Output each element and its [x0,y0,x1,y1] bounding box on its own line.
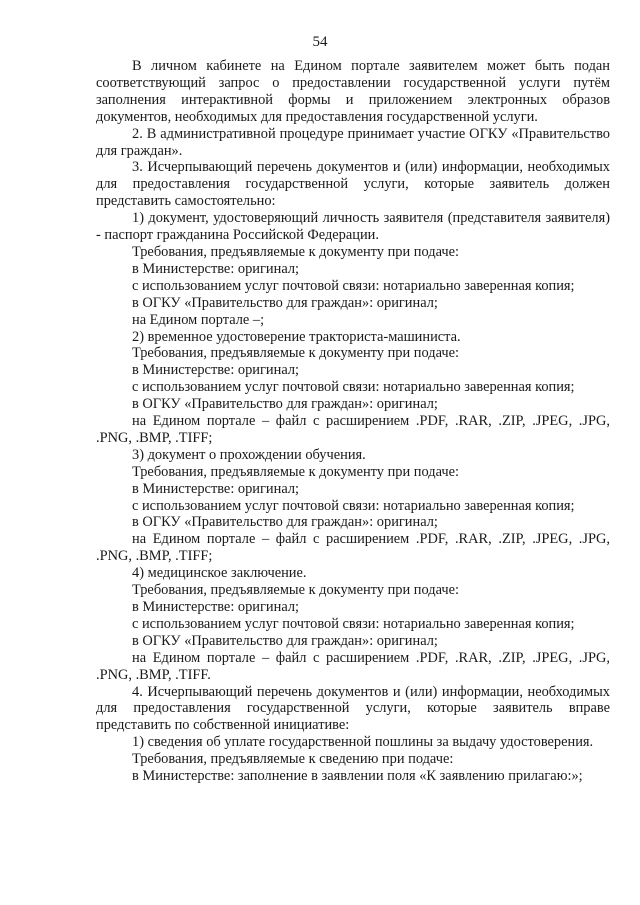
paragraph: Требования, предъявляемые к документу при подаче: [132,243,459,260]
paragraph: в ОГКУ «Правительство для граждан»: оригинал; [132,396,438,413]
paragraph: в Министерстве: оригинал; [132,260,300,277]
paragraph: с использованием услуг почтовой связи: нотариально заверенная копия; [132,615,575,632]
paragraph: 4) медицинское заключение. [132,565,307,582]
paragraph: на Едином портале – файл с расширением .PDF, .RAR, .ZIP, .JPEG, .JPG, .PNG, .BMP, .TIFF; [96,413,610,446]
paragraph: в Министерстве: оригинал; [132,599,300,615]
paragraph: в Министерстве: оригинал; [132,362,300,379]
paragraph: 4. Исчерпывающий перечень документов и (или) информации, необходимых для предоставления государственной услуги, которые заявитель вправе представить по собственной инициативе: [96,683,610,734]
paragraph: 1) сведения об уплате государственной пошлины за выдачу удостоверения. [132,734,594,751]
paragraph: на Едином портале – файл с расширением .PDF, .RAR, .ZIP, .JPEG, .JPG, .PNG, .BMP, .TIFF; [96,531,610,565]
paragraph: Требования, предъявляемые к документу при подаче: [132,345,459,362]
paragraph: 3) документ о прохождении обучения. [132,446,366,463]
paragraph: В личном кабинете на Едином портале заявителем может быть подан соответствующий запрос о предоставлении государственной услуги путём заполнения интерактивной формы и приложением электронных образов документов, необходимых для предоставления государственной услуги. [96,58,610,125]
page-number: 54 [312,34,328,50]
paragraph: 3. Исчерпывающий перечень документов и (или) информации, необходимых для предоставления государственной услуги, которые заявитель должен представить самостоятельно: [96,159,610,210]
paragraph: на Едином портале –; [132,311,265,328]
paragraph: 2) временное удостоверение тракториста-машиниста. [132,328,461,345]
paragraph: с использованием услуг почтовой связи: нотариально заверенная копия; [132,497,575,514]
paragraph: Требования, предъявляемые к сведению при подаче: [132,751,454,768]
paragraph: с использованием услуг почтовой связи: нотариально заверенная копия; [132,277,575,294]
paragraph: 2. В административной процедуре принимает участие ОГКУ «Правительство для граждан». [96,125,610,159]
paragraph: Требования, предъявляемые к документу при подаче: [132,463,459,480]
paragraph: в ОГКУ «Правительство для граждан»: оригинал; [132,632,438,649]
paragraph: с использованием услуг почтовой связи: нотариально заверенная копия; [132,379,575,396]
paragraph: в ОГКУ «Правительство для граждан»: оригинал; [132,514,438,531]
document-body [96,58,610,785]
paragraph: в ОГКУ «Правительство для граждан»: оригинал; [132,294,438,311]
paragraph: в Министерстве: оригинал; [132,480,300,497]
paragraph: в Министерстве: заполнение в заявлении поля «К заявлению прилагаю:»; [132,768,583,785]
paragraph: 1) документ, удостоверяющий личность заявителя (представителя заявителя) - паспорт гражданина Российской Федерации. [96,210,610,244]
paragraph: на Едином портале – файл с расширением .PDF, .RAR, .ZIP, .JPEG, .JPG, .PNG, .BMP, .TIFF. [96,649,610,683]
paragraph: Требования, предъявляемые к документу при подаче: [132,582,459,599]
